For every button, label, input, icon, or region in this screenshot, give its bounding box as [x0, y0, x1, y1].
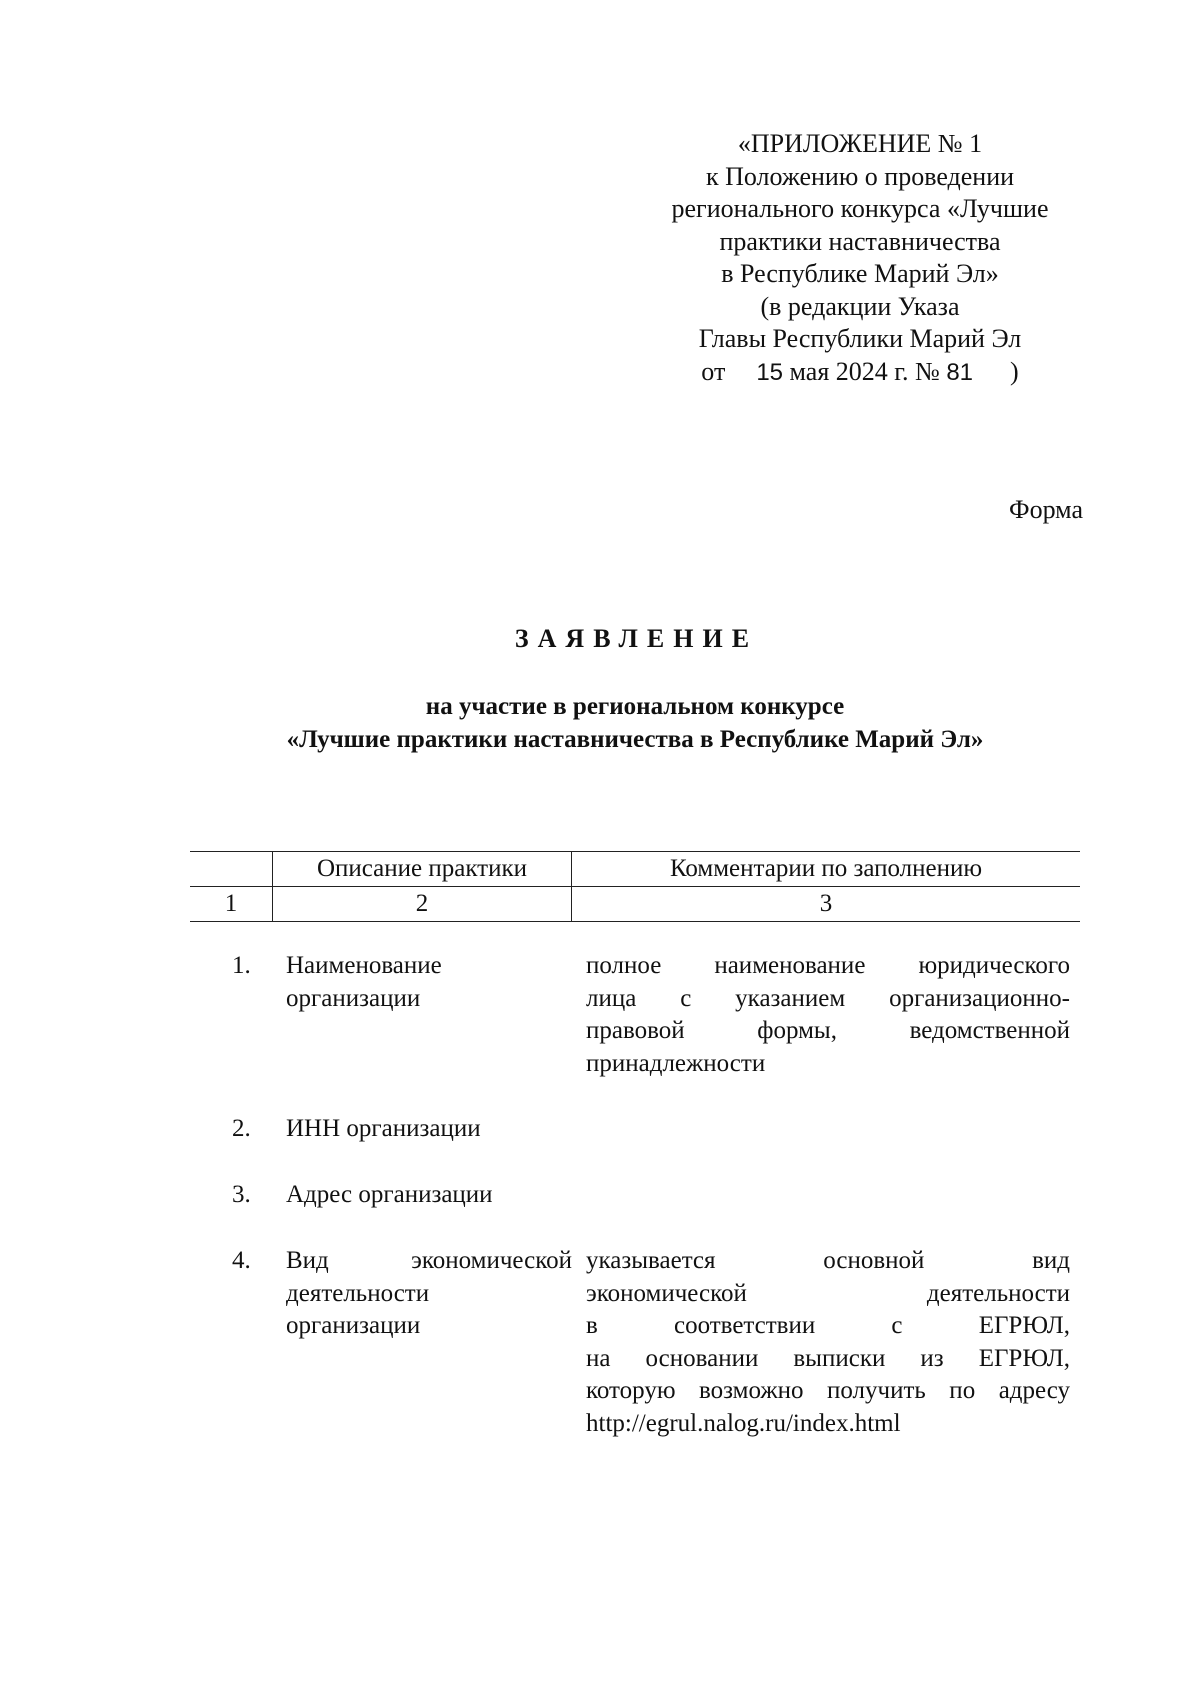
- header-num-2: 2: [273, 887, 572, 922]
- appendix-line: практики наставничества: [719, 226, 1001, 256]
- header-numbering-row: [190, 887, 1080, 922]
- row-name: Наименование организации: [286, 952, 442, 1012]
- form-table-header: [190, 851, 1080, 922]
- decree-close: ): [1010, 356, 1019, 386]
- decree-day: 15: [756, 358, 784, 386]
- header-num-1: 1: [190, 887, 273, 922]
- header-cell-comments: Комментарии по заполнению: [572, 852, 1081, 887]
- row-comment: [586, 1113, 1070, 1146]
- appendix-line: к Положению о проведении: [705, 161, 1015, 191]
- row-name: Адрес организации: [286, 1180, 493, 1208]
- document-title: ЗАЯВЛЕНИЕ: [514, 624, 759, 653]
- appendix-line: (в редакции Указа: [760, 291, 960, 321]
- decree-number: 81: [946, 358, 974, 386]
- row-number: 2.: [232, 1115, 251, 1142]
- header-row: [190, 852, 1080, 887]
- row-name: ИНН организации: [286, 1115, 481, 1142]
- decree-month-year: мая 2024 г. №: [789, 356, 940, 386]
- table-row: [190, 950, 1080, 1080]
- header-cell-number: [190, 852, 273, 887]
- appendix-line: в Республике Марий Эл»: [721, 259, 999, 288]
- decree-prefix: от: [701, 356, 726, 386]
- document-subtitle: [0, 690, 1200, 756]
- table-row: [190, 1179, 1080, 1212]
- subtitle-line-2: «Лучшие практики наставничества в Республике Марий Эл»: [286, 726, 984, 753]
- appendix-header: [640, 128, 1080, 389]
- row-comment: указывается основной вид экономической деятельности в соответствии с ЕГРЮЛ, на основании выписки из ЕГРЮЛ, которую возможно получить по адресу http://egrul.nalog.ru/index.html: [586, 1247, 1070, 1437]
- appendix-line: Главы Республики Марий Эл: [698, 324, 1022, 353]
- row-comment: полное наименование юридического лица с указанием организационно- правовой формы, ведомственной принадлежности: [586, 952, 1070, 1077]
- form-label: Форма: [1009, 495, 1083, 524]
- appendix-line: регионального конкурса «Лучшие: [671, 194, 1049, 223]
- form-rows: [190, 950, 1080, 1440]
- row-number: 3.: [232, 1180, 251, 1208]
- decree-date-line: [640, 356, 1080, 390]
- subtitle-line-1: на участие в региональном конкурсе: [425, 693, 845, 720]
- row-number: 1.: [232, 952, 251, 979]
- row-name: Вид экономической деятельности организации: [286, 1247, 572, 1339]
- table-row: [190, 1113, 1080, 1146]
- header-num-3: 3: [572, 887, 1081, 922]
- row-number: 4.: [232, 1247, 251, 1274]
- appendix-line: «ПРИЛОЖЕНИЕ № 1: [737, 129, 983, 158]
- table-row: [190, 1245, 1080, 1440]
- header-cell-description: Описание практики: [273, 852, 572, 887]
- row-comment: [586, 1179, 1070, 1212]
